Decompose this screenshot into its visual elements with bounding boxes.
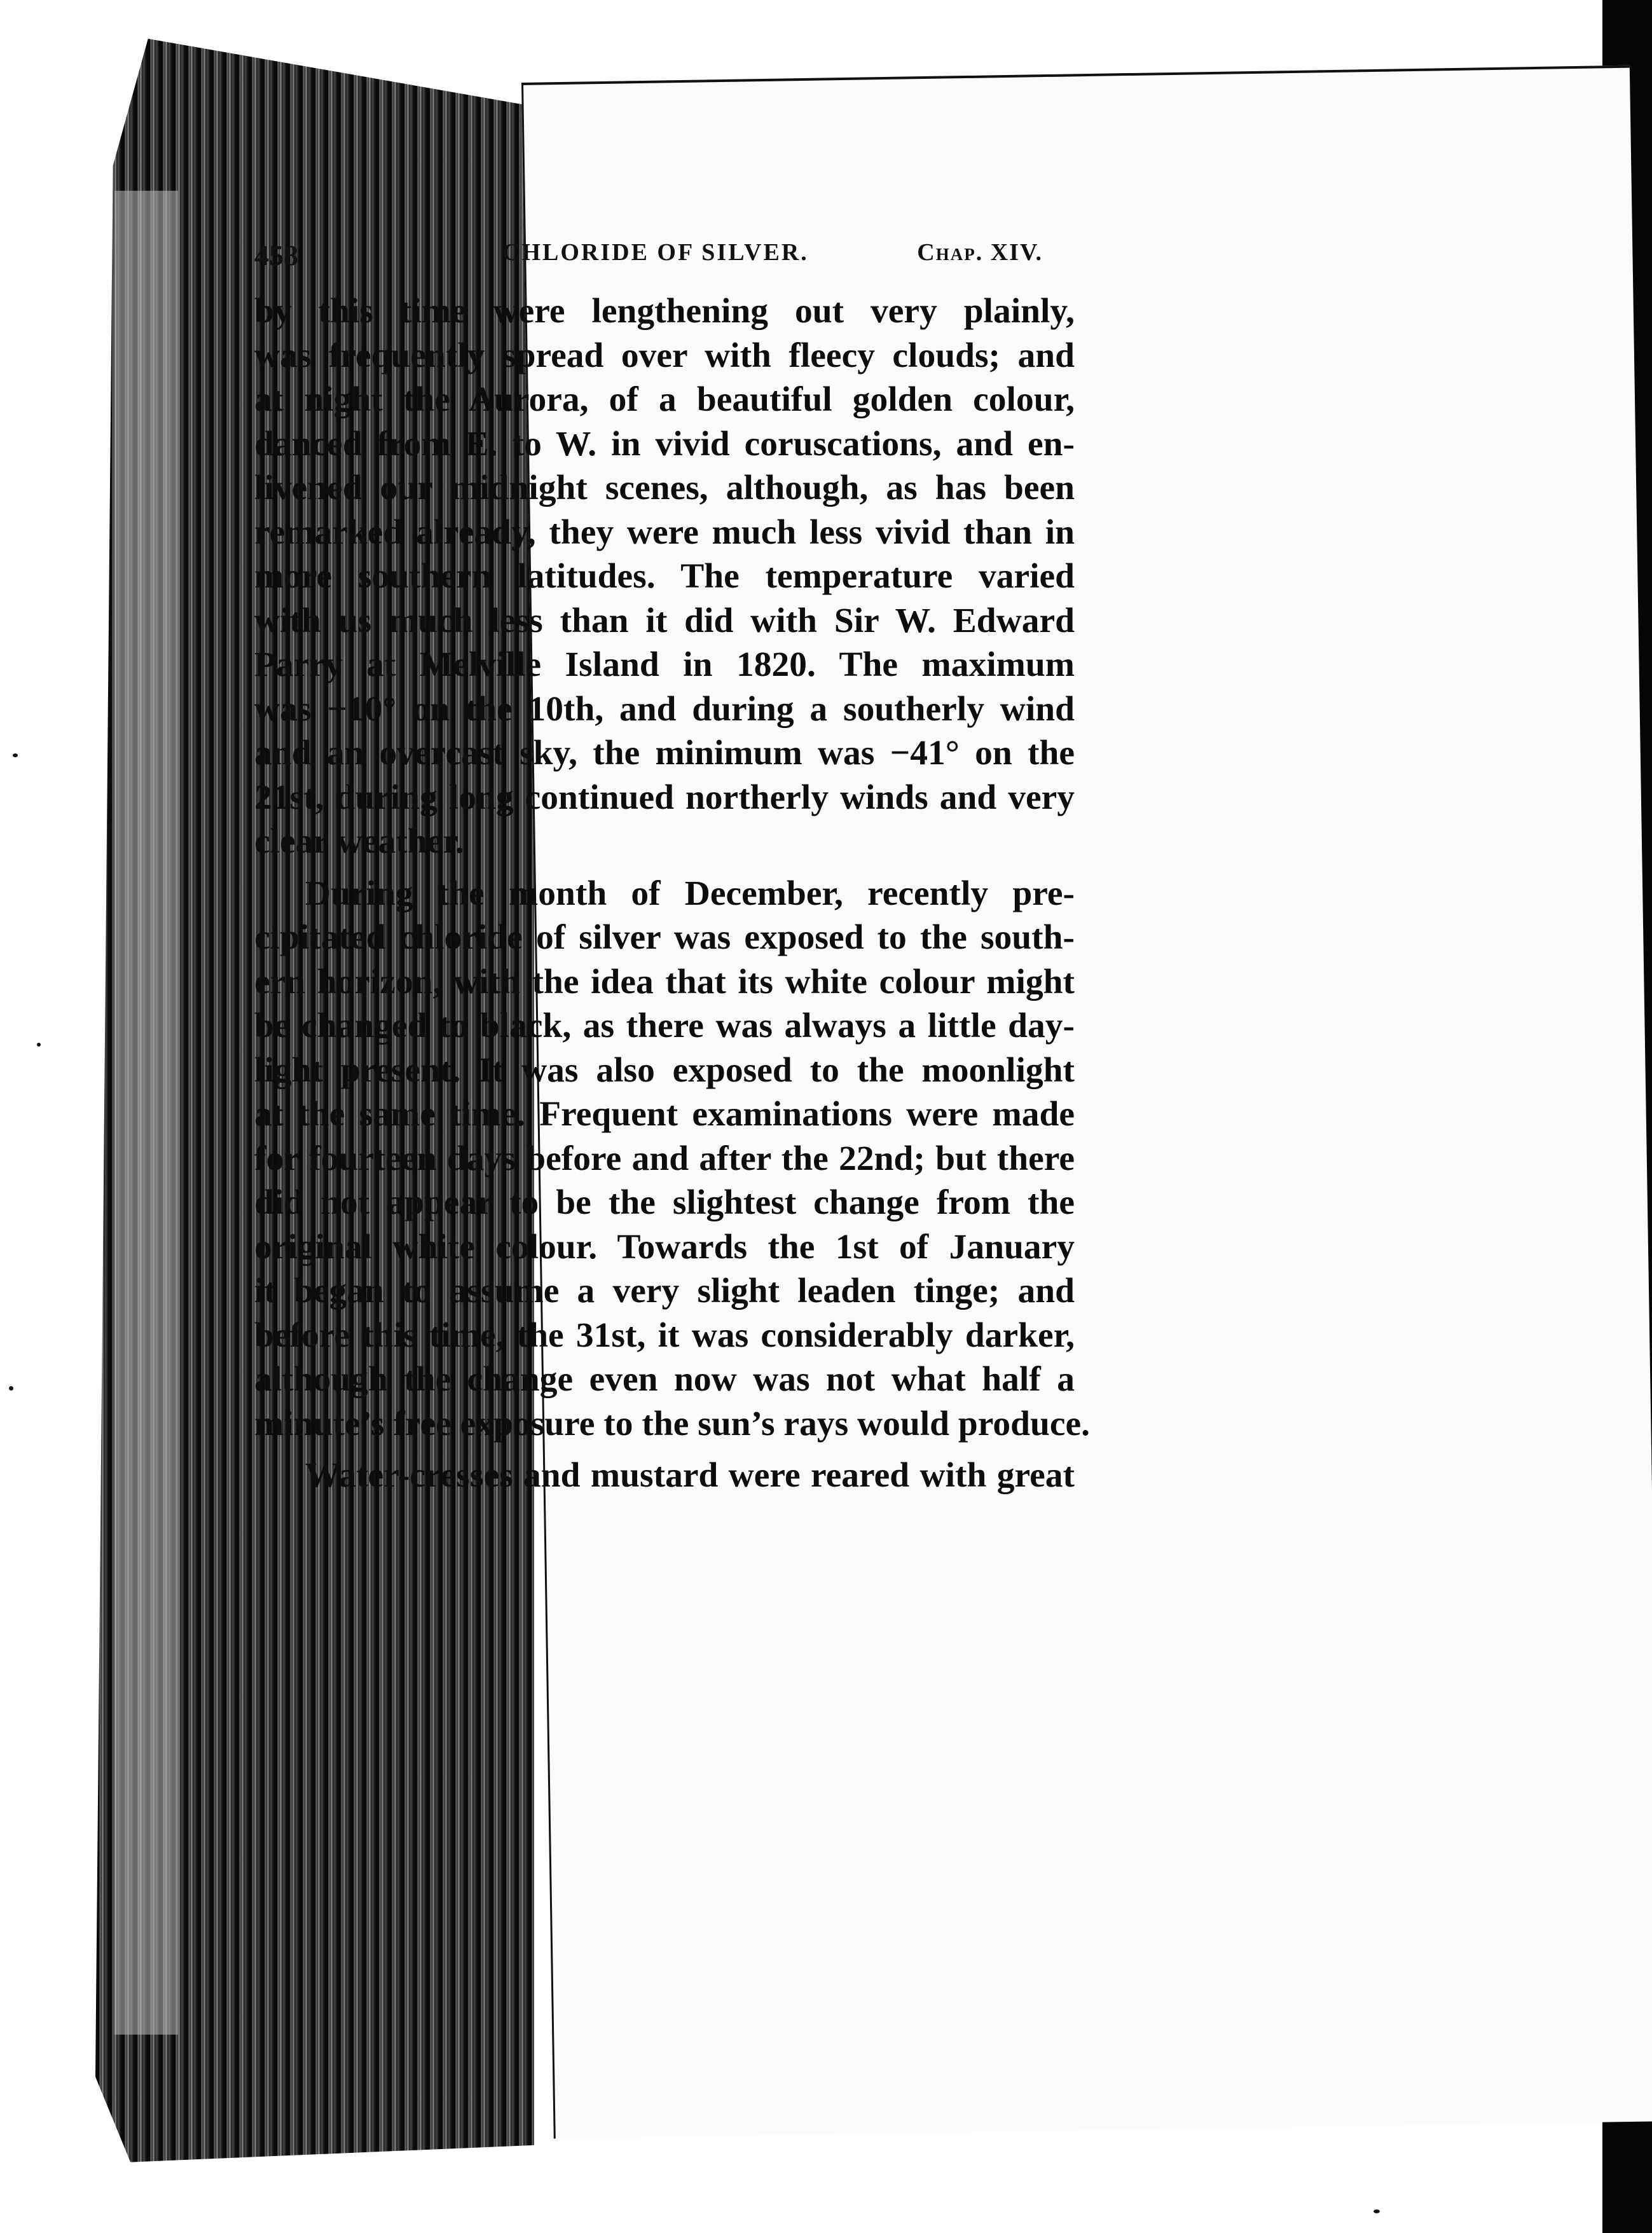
text-line: light present. It was also exposed to the moonlight	[254, 1050, 1075, 1090]
scan-speck	[9, 1386, 13, 1391]
text-line: was −10° on the 10th, and during a southerly wind	[254, 689, 1075, 729]
text-line: minute’s free exposure to the sun’s rays would produce.	[254, 1404, 1091, 1443]
text-line: remarked already, they were much less vivid than in	[254, 512, 1075, 552]
page-edges-highlight	[114, 191, 178, 2035]
text-line: was frequently spread over with fleecy clouds; and	[254, 336, 1075, 375]
paragraph	[254, 289, 1075, 864]
chapter-label: Chap. XIV.	[917, 239, 1043, 266]
text-line: 21st, during long continued northerly winds and very	[254, 778, 1075, 817]
text-line: before this time, the 31st, it was considerably darker,	[254, 1316, 1075, 1355]
paragraph	[254, 1453, 1075, 1498]
body-text	[254, 289, 1091, 1498]
paragraph	[254, 872, 1091, 1446]
text-line: Water-cresses and mustard were reared with great	[305, 1456, 1075, 1495]
text-line: although the change even now was not what half a	[254, 1360, 1075, 1399]
chapter-title: CHLORIDE OF SILVER.	[502, 239, 809, 266]
text-line: original white colour. Towards the 1st of January	[254, 1227, 1075, 1267]
text-line: livened our midnight scenes, although, as has been	[254, 469, 1075, 507]
text-line: and an overcast sky, the minimum was −41° on the	[254, 734, 1075, 773]
text-line: more southern latitudes. The temperature varied	[254, 557, 1075, 596]
text-line: be changed to black, as there was always a little day-	[254, 1007, 1075, 1045]
text-line: at night the Aurora, of a beautiful golden colour,	[254, 380, 1075, 419]
text-line: by this time were lengthening out very plainly,	[254, 292, 1075, 331]
scan-speck	[13, 753, 18, 757]
text-line: ern horizon, with the idea that its white colour might	[254, 962, 1075, 1001]
text-line: danced from E. to W. in vivid coruscations, and en-	[254, 424, 1075, 464]
text-line: Parry at Melville Island in 1820. The maximum	[254, 645, 1075, 684]
running-head	[254, 238, 1081, 277]
text-line: at the same time. Frequent examinations were made	[254, 1095, 1075, 1134]
text-line: did not appear to be the slightest change from the	[254, 1183, 1075, 1222]
page-number: 458	[254, 239, 298, 271]
text-line: for fourteen days before and after the 22nd; but there	[254, 1139, 1075, 1178]
text-line: During the month of December, recently pre-	[305, 874, 1075, 913]
text-line: it began to assume a very slight leaden tinge; and	[254, 1272, 1075, 1310]
text-line: cipitated chloride of silver was exposed to the south-	[254, 918, 1075, 957]
scan-speck	[37, 1043, 41, 1047]
text-line: clear weather.	[254, 822, 464, 861]
scan-speck	[1373, 2209, 1380, 2213]
text-line: with us much less than it did with Sir W. Edward	[254, 601, 1075, 640]
